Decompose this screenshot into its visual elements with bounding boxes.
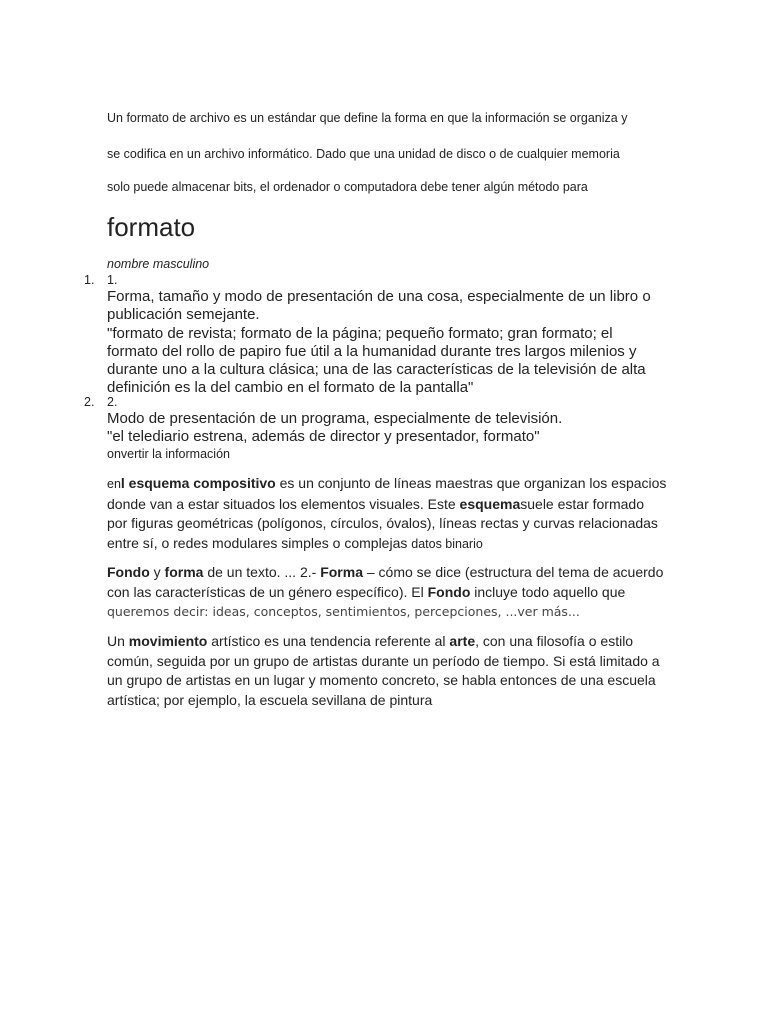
esquema-suffix: datos binario xyxy=(411,536,483,551)
esquema-bold-1: l esquema compositivo xyxy=(120,475,276,491)
ver-mas-link[interactable]: queremos decir: ideas, conceptos, sentimientos, percepciones, ...ver más... xyxy=(107,604,580,619)
trailing-note: onvertir la información xyxy=(107,447,230,461)
sense-1-block xyxy=(107,288,667,398)
fondo-text-4: incluye todo aquello que xyxy=(470,583,626,600)
part-of-speech: nombre masculino xyxy=(107,257,210,271)
fondo-bold-1: Fondo xyxy=(107,564,150,580)
fondo-bold-2: forma xyxy=(164,564,204,580)
movimiento-text-2: , con una filosofía o estilo común, seguida por un grupo de artistas durante un período de tiempo. Si está limitado a un grupo de artistas en un lugar y momento concreto, se habla entonces de una escuela artística; por ejemplo, la escuela sevillana de pintura xyxy=(107,633,660,708)
fondo-text-1: y xyxy=(149,564,165,580)
sense-1-definition: Forma, tamaño y modo de presentación de una cosa, especialmente de un libro o publicación semejante. xyxy=(107,288,651,324)
movimiento-bold-2: arte xyxy=(449,633,476,649)
esquema-bold-2: esquema xyxy=(459,495,521,512)
dictionary-headword: formato xyxy=(107,212,196,242)
fondo-bold-3: Forma xyxy=(320,564,363,580)
movimiento-bold-1: movimiento xyxy=(128,633,208,649)
intro-line-3: solo puede almacenar bits, el ordenador o computadora debe tener algún método para xyxy=(107,180,588,194)
fondo-text-2: de un texto. ... 2.- xyxy=(203,564,321,580)
intro-line-2: se codifica en un archivo informático. Dado que una unidad de disco o de cualquier memoria xyxy=(107,147,620,161)
sense-1-inner-number: 1. xyxy=(107,273,118,287)
sense-2-block xyxy=(107,410,667,447)
sense-1-example: "formato de revista; formato de la página; pequeño formato; gran formato; el formato del rollo de papiro fue útil a la humanidad durante tres largos milenios y durante uno a la cultura clásica; una de las características de la televisión de alta definición es la del cambio en el formato de la pantalla" xyxy=(107,324,646,397)
intro-line-1: Un formato de archivo es un estándar que define la forma en que la información se organiza y xyxy=(107,111,628,125)
esquema-text-1: es un conjunto de líneas maestras que organizan los espacios donde van a estar situados los elementos visuales. Este xyxy=(107,475,667,512)
esquema-text-2: suele estar formado por figuras geométricas (polígonos, círculos, óvalos), líneas rectas y curvas relacionadas entre sí, o redes modulares simples o complejas xyxy=(107,495,658,551)
movimiento-text-1: artístico es una tendencia referente al xyxy=(207,633,450,649)
sense-2-definition: Modo de presentación de un programa, especialmente de televisión. xyxy=(107,410,563,427)
sense-1-outer-number: 1. xyxy=(84,273,95,287)
sense-2-outer-number: 2. xyxy=(84,395,95,409)
sense-2-inner-number: 2. xyxy=(107,395,118,409)
fondo-paragraph xyxy=(107,563,667,622)
movimiento-text-0: Un xyxy=(107,633,129,649)
sense-2-example: "el telediario estrena, además de director y presentador, formato" xyxy=(107,428,540,446)
esquema-prefix: en xyxy=(107,477,121,491)
fondo-bold-4: Fondo xyxy=(427,583,471,600)
movimiento-paragraph xyxy=(107,632,667,710)
fondo-text-3: – cómo se dice (estructura del tema de acuerdo con las características de un género específico). El xyxy=(107,564,664,600)
esquema-paragraph xyxy=(107,474,667,554)
